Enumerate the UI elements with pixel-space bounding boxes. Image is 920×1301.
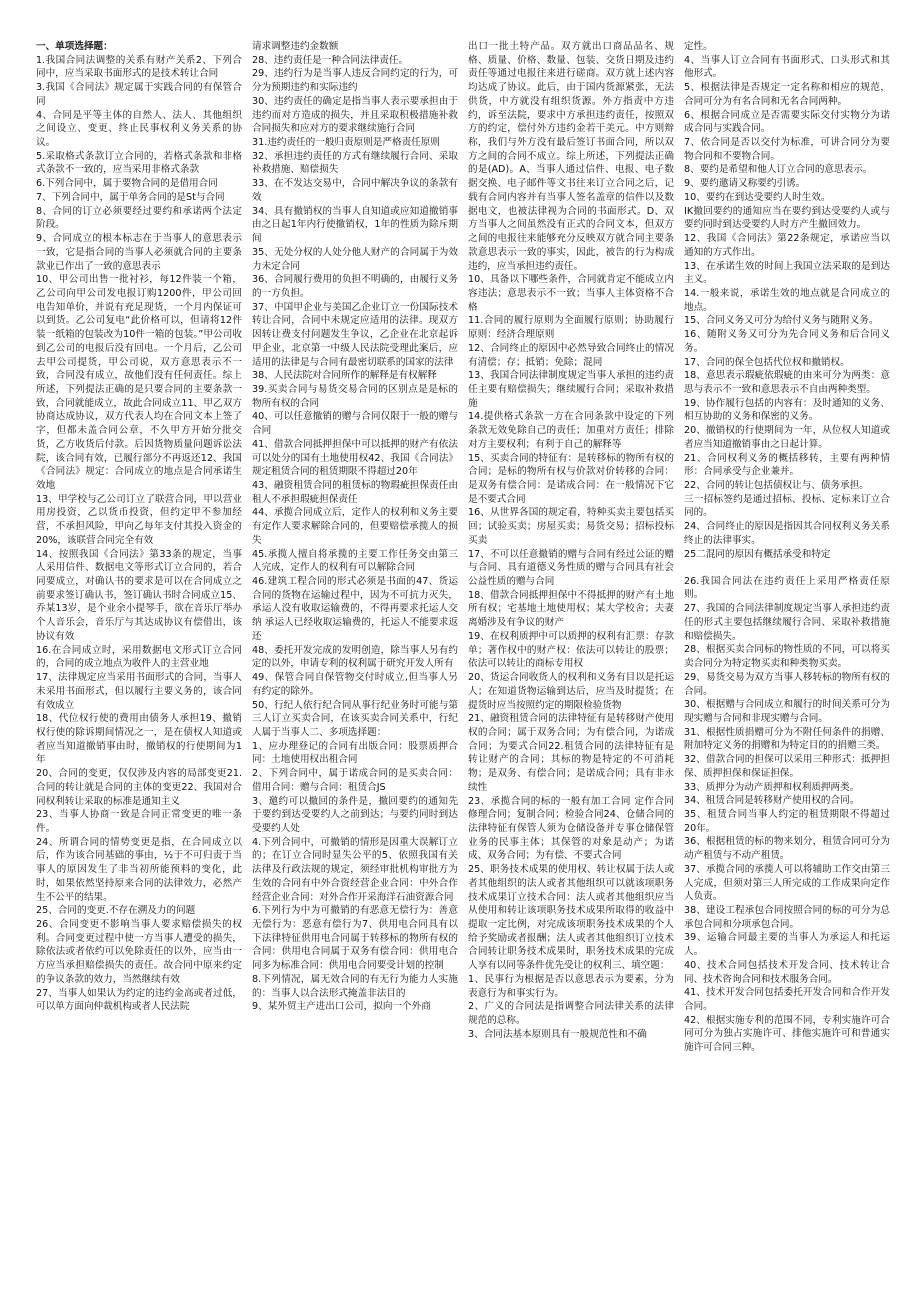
question-paragraph: 请求调整违约金数额 [252,41,339,52]
question-paragraph: 23、当事人协商一致是合同正常变更的唯一条件。 [36,809,242,834]
question-paragraph: 17、法律规定应当采用书面形式的合同，当事人未采用书面形式，但以履行主要义务的，该合同有效成立 [36,672,242,711]
question-paragraph: 33、在不发达交易中，合同中解决争议的条款有效 [252,178,458,203]
question-paragraph: 8、合同的订立必须要经过要约和承诺两个法定阶段。 [36,205,242,231]
question-paragraph: 49、保管合同自保管物交付时成立,但当事人另有约定的除外。 [252,672,458,697]
question-paragraph: 37、承揽合同的承揽人可以将辅助工作交由第三人完成，但须对第三人所完成的工作成果向定作人负责。 [684,863,890,903]
question-paragraph: 34、具有撤销权的当事人自知道或应知道撤销事由之日起1年内行使撤销权，1年的性质为除斥期间 [252,205,458,245]
question-paragraph: 36、合同履行费用的负担不明确的，由履行义务的一方负担。 [252,274,458,299]
question-paragraph: 7、依合同是否以交付为标准，可讲合同分为要物合同和不要物合同。 [684,137,890,162]
question-paragraph: 16、从世界各国的规定看，特种买卖主要包括买回；试验买卖；房屋买卖；易货交易；招标投标买卖 [468,507,674,546]
paragraph-list [36,54,242,1014]
question-paragraph: 31、根据性质捐赠可分为不附任何条件的捐赠、附加特定义务的捐赠和为特定目的的捐赠三类。 [684,726,890,752]
question-paragraph: 11.合同的履行原则为全面履行原则；协助履行原则：经济合理原则 [468,315,674,341]
question-paragraph: 2、下列合同中，属于诺成合同的是买卖合同：借用合同：赠与合同：租赁合JS [252,768,458,793]
question-paragraph: IK撤回要约的通知应当在要约到达受要约人或与要约同时到达受要约人时方产生撤回效力。 [684,205,890,231]
question-paragraph: 15、买卖合同的特征有：是转移标的物所有权的合同；是标的物所有权与价款对价转移的合同：是双务有偿合同：是诺成合同：在一般情况下它是不要式合同 [468,452,674,505]
question-paragraph: 9、某外贸主产进出口公司，拟向一个外商 [252,1001,431,1013]
question-paragraph: 44、承揽合同成立后，定作人的权利和义务主要有定作人要求解除合同的，但要赔偿承揽人的损失 [252,507,458,546]
paragraph-list [468,40,674,1041]
question-paragraph: 6、根据合同成立是否需要实际交付实物分为诺成合同与实践合同。 [684,109,890,135]
question-paragraph: 38、建设工程承包合同按照合同的标的可分为总承包合同和分项承包合同。 [684,905,890,930]
question-paragraph: 13、甲学校与乙公司订立了联营合同，甲以营业用房投资，乙以货币投资，但约定甲不参加经营，不承担风险，甲向乙每年支付其投入资金的20%，该联营合同完全有效 [36,493,242,546]
question-paragraph: 10、甲公司出售一批衬衫，每12件装一个箱，乙公司向甲公司发电报订购1200件，甲公司回电告知单价，并说有充足现货，一个月内保证可以到货。乙公司复电“此价格可以，但请将12件装一纸箱的包装改为10件一箱的包装。”甲公司收到乙公司的电报后没有回电。一个月后，乙公司去甲公司提货，甲公司说，双方意思表示不一致，合同没有成立，故他们没有任何责任。综上所述，下列提法正确的是只要合同的主要条款一致，合同就能成立，故此合同成立11、甲乙双方协商达成协议，双方代表人均在合同文本上签了字，但都未盖合同公章，不久甲方开始分批交货，乙方收货后付款。后因货物质量问题诉讼法院，该合同有效，已履行部分不再返还12、我国《合同法》规定：合同成立的地点是合同承诺生效地 [36,274,242,491]
question-paragraph: 36、根据租赁的标的物来划分，租赁合同可分为动产租赁与不动产租赁。 [684,836,890,862]
question-paragraph: 25、职务技术成果的使用权、转让权属于法人或者其他组织的法人或者其他组织可以就该项职务技术成果订立技术合同：法人或者其他组织应当从使用和转让该项职务技术成果所取得的收益中提取一定比例，对完成该项职务技术成果的个人给予奖励或者报酬；法人或者其他组织订立技术合同转让职务技术成果时，职务技术成果的完成人享有以同等条件优先受让的权利三、填空题： [468,864,674,972]
question-paragraph: 3、合同法基本原则具有一般规范性和不确 [468,1028,647,1040]
question-paragraph: 9、合同成立的根本标志在于当事人的意思表示一致，它是指合同的当事人必须就合同的主要条款业已作出了一致的意思表示 [36,233,242,272]
question-paragraph: 17、不可以任意撤销的赠与合同有经过公证的赠与合同、具有道德义务性质的赠与合同具有社会公益性质的赠与合同 [468,548,674,588]
question-paragraph: 1、应办理登记的合同有出版合同：股票质押合同：土地使用权出租合同 [252,740,458,766]
question-paragraph: 30、违约责任的确定是指当事人表示要承担由于违约而对方造成的损失，并且采取积极措施补救合同损失和应对方的要求继续施行合同 [252,95,458,135]
question-paragraph: 33、质押分为动产质押和权利质押两类。 [684,781,860,793]
question-paragraph: 6.下列行为中为可撤销的有恶意无偿行为：善意无偿行为：恶意有偿行为7、供用电合同具有以下法律特征供用电合同属于转移标的物所有权的合同：供用电合同属于双务有偿合同：供用电合同多为标准合同：供用电合同要受计划的控制 [252,905,458,972]
question-paragraph: 30、根据赠与合同成立和履行的时间关系可分为现实赠与合同和非现实赠与合同。 [684,699,890,724]
question-paragraph: 35、租赁合同当事人约定的租赁期限不得超过20年。 [684,808,890,834]
question-paragraph: 28、根据买卖合同标的物性质的不同，可以将买卖合同分为特定物买卖和种类物买卖。 [684,644,890,670]
question-paragraph: 39.买卖合同与易货交易合同的区别点是是标的物所有权的合同 [252,383,458,409]
question-paragraph: 46.建筑工程合同的形式必须是书面的47、货运合同的货物在运输过程中，因为不可抗力灭失，承运人没有收取运输费的，不得再要求托运人交纳 承运人已经收取运输费的，托运人不能要求返还 [252,576,458,642]
column-2 [252,40,458,1287]
question-paragraph: 24、所谓合同的情势变更是指，在合同成立以后，作为该合同基础的事由，½于不可归责于当事人的原因发生了非当初所能预料的变化，此时，如果依然坚持原来合同的法律效力，必然产生不公平的结果。 [36,836,242,903]
question-paragraph: 34、租赁合同是转移财产使用权的合同。 [684,795,860,807]
question-paragraph: 17、合同的保全包括代位权和撤销权。 [684,356,850,368]
question-paragraph [684,561,890,574]
column-3 [468,40,674,1287]
question-paragraph: 26、合同变更不影响当事人要求赔偿损失的权利。合同变更过程中使一方当事人遭受的损失，除依法或者依约可以免除责任的以外，应当由一方应当承担赔偿损失的责任。故合同中原来约定的争议条款的效力，当然继续有效 [36,919,242,985]
question-paragraph: 5、根据法律是否规定一定名称和相应的规范，合同可分为有名合同和无名合同两种。 [684,82,890,107]
question-paragraph: 39、运输合同最主要的当事人为承运人和托运人。 [684,932,890,958]
question-paragraph: 43、融资租赁合同的租赁标的物瑕疵担保责任由租人不承担瑕疵担保责任 [252,480,458,505]
question-paragraph: 40、技术合同包括技术开发合同、技术转让合同、技术咨询合同和技术服务合同。 [684,959,890,985]
question-paragraph: 21、合同权利义务的概括移转，主要有两种情形：合同承受与企业兼并。 [684,452,890,478]
question-paragraph: 27、当事人如果认为约定的违约金高或者过低，可以单方面向仲裁机构或者人民法院 [36,987,242,1013]
section-heading: 一、单项选择题： [36,41,113,52]
question-paragraph: 26.我国合同法在违约责任上采用严格责任原则。 [684,575,890,601]
question-paragraph: 4、当事人订立合同有书面形式、口头形式和其他形式。 [684,54,890,80]
question-paragraph: 48、委托开发完成的发明创造，除当事人另有约定的以外，申请专利的权利属于研究开发人所有 [252,644,458,670]
question-paragraph: 27、我国的合同法律制度规定当事人承担违约责任的形式主要包括继续履行合同、采取补救措施和赔偿损失。 [684,603,890,642]
question-paragraph: 50、行纪人依行纪合同从事行纪业务时可能与第三人订立买卖合同，在该买卖合同关系中，行纪人属于当事人二、多项选择题： [252,699,458,738]
question-paragraph: 37、中国甲企业与美国乙企业订立一份国际技术转让合同，合同中未规定应适用的法律。现双方因转让费支付问题发生争议，乙企业在北京起诉甲企业，北京第一中级人民法院受理此案后，应适用的法律是与合同有最密切联系的国家的法律 [252,301,458,368]
question-paragraph: 13、在承诺生效的时间上我国立法采取的是到达主义。 [684,260,890,286]
question-paragraph: 19、协作履行包括的内容有：及时通知的义务、相互协助的义务和保密的义务。 [684,397,890,423]
question-paragraph: 16、随附义务又可分为先合同义务和后合同义务。 [684,329,890,354]
question-paragraph: 32、承担违约责任的方式有继续履行合同、采取补救措施、赔偿损失 [252,150,458,176]
question-paragraph: 40、可以任意撤销的赠与合同仅限于一般的赠与合同 [252,411,458,437]
question-paragraph: 29、违约行为是当事人违反合同约定的行为，可分为预期违约和实际违约 [252,68,458,94]
question-paragraph: 三一招标签约是通过招标、投标、定标来订立合同的。 [684,493,890,519]
question-paragraph: 12、我国《合同法》第22条规定，承诺应当以通知的方式作出。 [684,233,890,258]
column-1 [36,40,242,1287]
question-paragraph: 23、承揽合同的标的一般有加工合同 定作合同修理合同；复制合同；检验合同24、仓储合同的法律特征有保管人须为仓储设备并专事仓储保管业务的民事主体；其保管的对象是动产；为诺成、双务合同；为有偿、不要式合同 [468,795,674,862]
question-paragraph: 32、借款合同的担保可以采用三种形式：抵押担保、质押担保和保证担保。 [684,754,890,779]
column-4 [684,40,890,1287]
question-paragraph: 1、民事行为根据是否以意思表示为要素，分为表意行为和事实行为。 [468,973,674,999]
question-paragraph: 8.下列情况，属无效合同的有无行为能力人实施的：当事人以合法形式掩盖非法目的 [252,973,458,999]
question-paragraph: 22、合同的转让包括债权让与、债务承担。 [684,480,869,491]
question-paragraph: 8、要约是希望和他人订立合同的意思表示。 [684,164,873,176]
question-paragraph: 3.我国《合同法》规定属于实践合同的有保管合同 [36,82,242,107]
question-paragraph: 41、借款合同抵押担保中可以抵押的财产有依法可以处分的国有土地使用权42、我国《合同法》规定租赁合同的租赁期限不得超过20年 [252,438,458,478]
question-paragraph: 20、合同的变更，仅仅涉及内容的局部变更21.合同的转让就是合同的主体的变更22、我国对合同权利转让采取的标准是通知主义 [36,768,242,807]
question-paragraph: 12、合同终止的原因中必然导致合同终止的情况有清偿；存；抵销；免除；混同 [468,342,674,368]
question-paragraph: 18、代位权行使的费用由债务人承担19、撤销权行使的除诉期间情况之一，是在债权人知道或者应当知道撤销事由时，撤销权的行使期间为1年 [36,713,242,766]
question-paragraph: 3、邀约可以撤回的条件是，撤回要约的通知先于要约到达受要约人之前到达；与要约同时到达受要约人处 [252,795,458,834]
question-paragraph: 29、易货交易为双方当事人移转标的物所有权的合同。 [684,671,890,697]
question-paragraph: 14.提供格式条款一方在合同条款中设定的下列条款无效免除自己的责任；加重对方责任；排除对方主要权利；有利于自己的解释等 [468,411,674,450]
question-paragraph: 14.一般来说，承诺生效的地点就是合同成立的地点。 [684,287,890,313]
paragraph-list [252,40,458,1014]
question-paragraph: 21、融资租赁合同的法律特征有是转移财产使用权的合同；属于双务合同；为有偿合同，为诺成合同；为要式合同22.租赁合同的法律特征有是转让财产的合同；其标的物是特定的不可消耗物；是双务、有偿合同；是诺成合同；具有非永续性 [468,713,674,793]
question-paragraph: 14、按照我国《合同法》第33条的规定，当事人采用信件、数据电文等形式订立合同的，若合同要成立，对确认书的要求是可以在合同成立之前要求签订确认书，签订确认书时合同成立15、乔某13岁，是个业余小提琴手，欲在音乐厅举办个人音乐会，音乐厅与其达成协议有偿借出，该协议有效 [36,548,242,642]
question-paragraph: 5.采取格式条款订立合同的，若格式条款和非格式条款不一致的，应当采用非格式条款 [36,150,242,176]
question-paragraph: 24、合同终止的原因是指因其合同权利义务关系终止的法律事实。 [684,521,890,546]
question-paragraph: 41、技术开发合同包括委托开发合同和合作开发合同。 [684,987,890,1013]
question-paragraph: 定性。 [684,41,713,52]
question-paragraph: 6.下列合同中，属于要物合同的是借用合同 [36,178,218,190]
question-paragraph: 1.我国合同法调整的关系有财产关系2、下列合同中，应当采取书面形式的是技术转让合同 [36,54,242,80]
question-paragraph: 15、合同义务又可分为给付义务与随附义务。 [684,315,879,327]
question-paragraph: 7、下列合同中，属于单务合同的是St与合同 [36,191,225,203]
question-paragraph: 20、撤销权的行使期间为一年，从位权人知道或者应当知道撤销事由之日起计算。 [684,425,890,450]
question-paragraph: 出口一批土特产品。双方就出口商品品名、规格、质量、价格、数量、包装、交货日期及违约责任等通过电报往来进行磋商。双方就上述内容均达成了协议。此后，由于国内货源紧张，无法供货，中方就没有组织货源。外方指责中方违约，诉至法院，要求中方承担违约责任，按照双方的约定，偿付外方违约金若干美元。中方则辩称，我们与外方没有最后签订书面合同，所以双方之间的合同不成立。综上所述，下列提法正确的是(AD)。A、当事人通过信件、电报、电子数据交换、电子邮件等文书往来订立合同之后，记载有合同内容并有当事人签名盖章的信件以及数据电文，也被法律视为合同的书面形式。D、双方当事人之间虽然没有正式的合同文本，但双方之间的电报往来能够充分反映双方就合同主要条款意思表示一致的事实，因此，被告的行为构成违约，应当承担违约责任。 [468,41,674,272]
question-paragraph: 2、广义的合同法是指调整合同法律关系的法律规范的总称。 [468,1001,674,1027]
question-paragraph: 18、意思表示瑕疵依瑕疵的由来可分为两类：意思与表示不一致和意思表示不自由两种类型。 [684,370,890,395]
question-paragraph: 31.违约责任的一般归责原则是严格责任原则 [252,137,440,149]
question-paragraph: 20、货运合同收货人的权利和义务有目以是托运人；在知道货物运输到达后，应当及时提货；在提货时应当按照约定的期限检验货物 [468,672,674,711]
question-paragraph: 4.下列合同中，可撤销的情形是因重大误解订立的；在订立合同时显失公平的5、依照我国有关法律及行政法规的规定，须经审批机构审批方为生效的合同有中外合资经营企业合同：中外合作经营企业合同：对外合作开采海洋石油资源合同 [252,836,458,903]
question-paragraph: 25、合同的变更.不存在溯及力的问题 [36,905,196,917]
question-paragraph: 4、合同是平等主体的自然人、法人、其他组织之间设立、变更、终止民事权利义务关系的协议。 [36,109,242,149]
question-paragraph: 19、在权利质押中可以质押的权利有汇票：存款单；著作权中的财产权：依法可以转让的股票；依法可以转让的商标专用权 [468,630,674,670]
question-paragraph: 18、借款合同抵押担保中不得抵押的财产有土地所有权；宅基地土地使用权；某大学校舍；夫妻离婚涉及有争议的财产 [468,589,674,629]
question-paragraph: 38、人民法院对合同所作的解释是有权解释 [252,370,437,382]
question-paragraph: 13、我国合同法律制度规定当事人承担的违约责任主要有赔偿损失；继续履行合同；采取补救措施 [468,370,674,409]
question-paragraph: 9、要约邀请又称要约引诱。 [684,178,806,190]
question-paragraph: 16.在合同成立时，采用数据电文形式订立合同的，合同的成立地点为收件人的主营业地 [36,644,242,670]
question-paragraph: 35、无处分权的人处分他人财产的合同属于为效力未定合同 [252,246,458,272]
question-paragraph: 10、要约在到达受要约人时生效。 [684,191,831,203]
question-paragraph: 42、根据实施专利的范围不同，专利实施许可合同可分为独占实施许可、排他实施许可和普通实施许可合同三种。 [684,1014,890,1054]
question-paragraph: 28、违约责任是一种合同法律责任。 [252,54,409,66]
paragraph-list [684,40,890,1055]
question-paragraph: 45.承揽人擅自将承揽的主要工作任务交由第三人完成，定作人的权利有可以解除合同 [252,548,458,574]
question-paragraph: 25二混同的原因有概括承受和特定 [684,548,831,560]
question-paragraph: 10、具备以下哪些条件，合同就肯定不能成立内容违法；意思表示不一致；当事人主体资格不合格 [468,274,674,313]
